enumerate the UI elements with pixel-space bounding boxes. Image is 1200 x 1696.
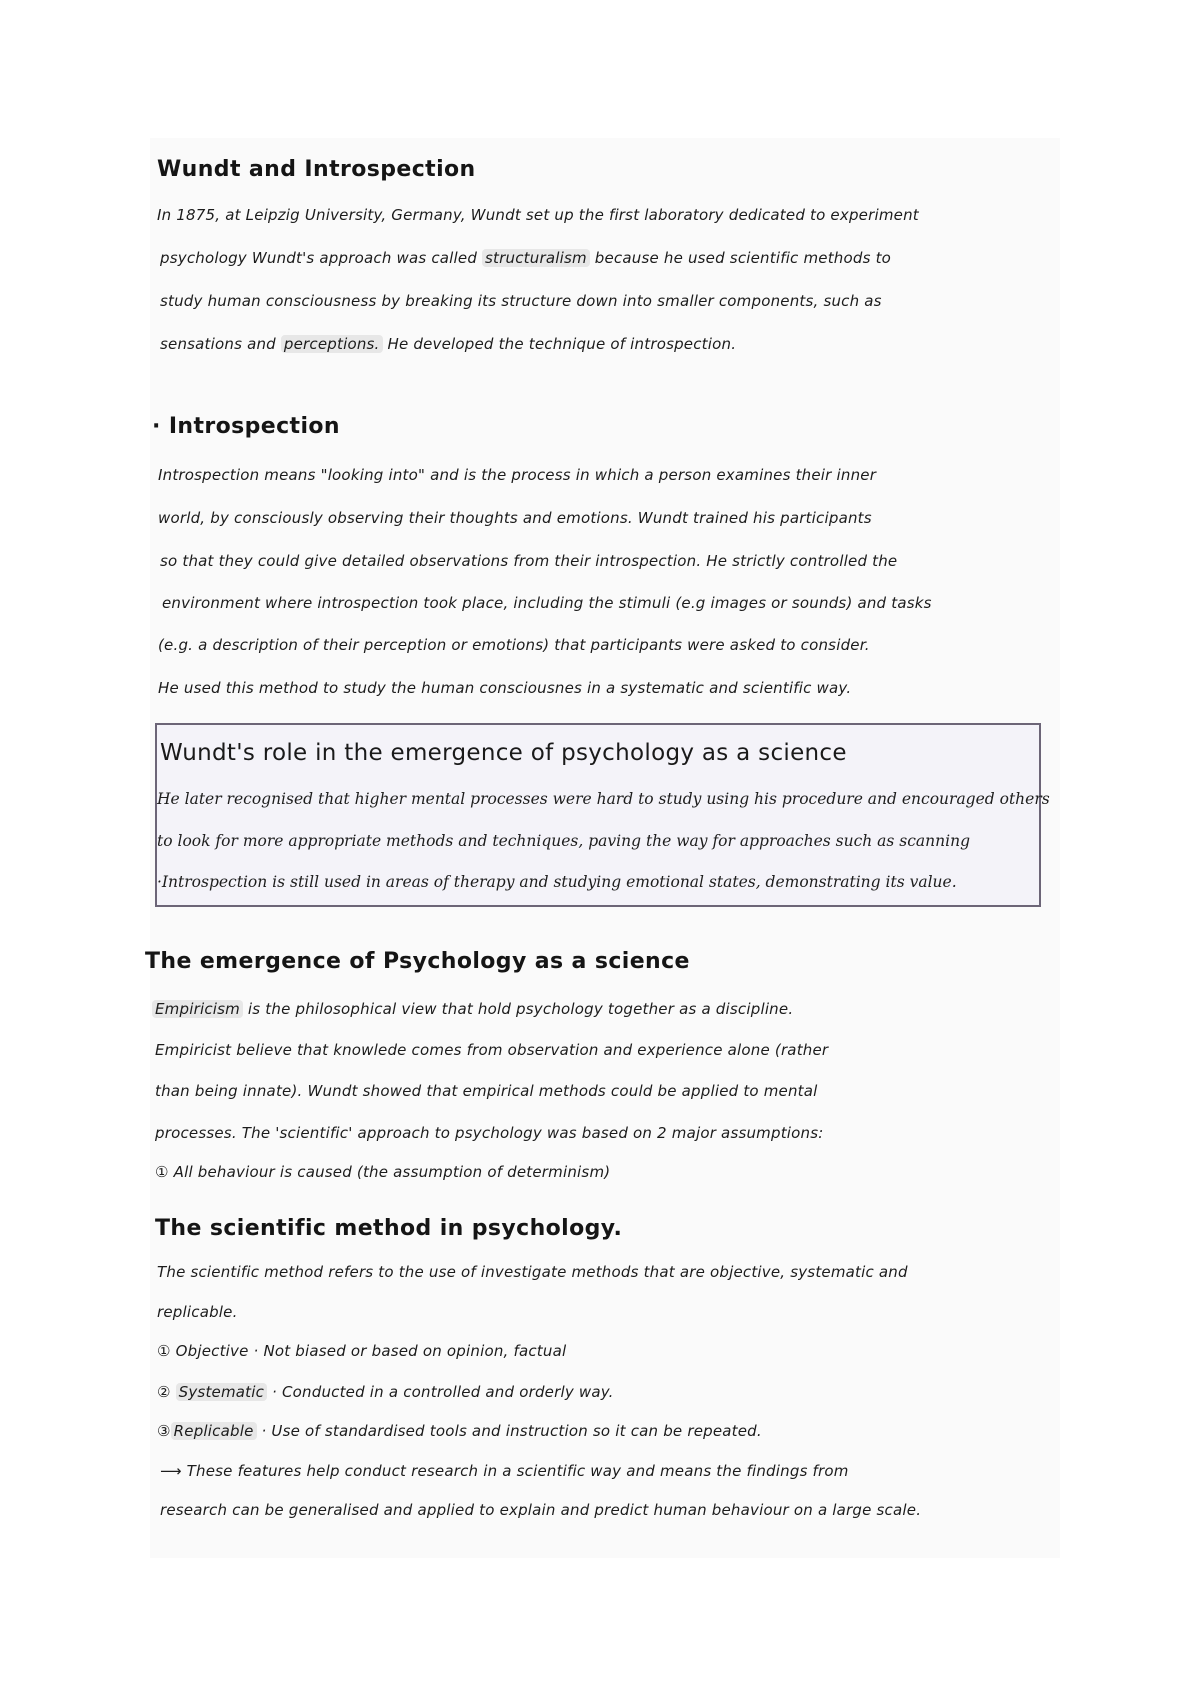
method-line-1: The scientific method refers to the use of investigate methods that are objective, systematic and (157, 1263, 908, 1281)
emergence-line-5: ① All behaviour is caused (the assumption of determinism) (155, 1163, 611, 1181)
role-box-line-3: ·Introspection is still used in areas of therapy and studying emotional states, demonstrating its value. (157, 873, 957, 891)
highlight-empiricism: Empiricism (152, 1000, 243, 1018)
emergence-line-4: processes. The 'scientific' approach to psychology was based on 2 major assumptions: (155, 1124, 824, 1142)
introspection-line-4: environment where introspection took place, including the stimuli (e.g images or sounds) and tasks (162, 594, 932, 612)
introspection-line-6: He used this method to study the human consciousnes in a systematic and scientific way. (158, 679, 852, 697)
method-line-3: ① Objective · Not biased or based on opinion, factual (157, 1342, 567, 1360)
highlight-structuralism: structuralism (482, 249, 590, 267)
section-title-emergence: The emergence of Psychology as a science (145, 949, 690, 974)
wundt-line-4: sensations and perceptions. He developed the technique of introspection. (160, 335, 737, 353)
highlight-replicable: Replicable (171, 1422, 257, 1440)
section-title-wundt: Wundt and Introspection (157, 157, 476, 182)
wundt-line-3: study human consciousness by breaking its structure down into smaller components, such as (160, 292, 882, 310)
emergence-line-3: than being innate). Wundt showed that empirical methods could be applied to mental (155, 1082, 818, 1100)
method-line-5: ③ Replicable · Use of standardised tools and instruction so it can be repeated. (157, 1422, 762, 1440)
role-box-line-2: to look for more appropriate methods and techniques, paving the way for approaches such as scanning (157, 832, 970, 850)
section-title-method: The scientific method in psychology. (155, 1216, 623, 1241)
method-line-7: research can be generalised and applied to explain and predict human behaviour on a large scale. (160, 1501, 922, 1519)
role-box-title: Wundt's role in the emergence of psychology as a science (160, 740, 847, 766)
wundt-line-1: In 1875, at Leipzig University, Germany, Wundt set up the first laboratory dedicated to experiment (157, 206, 919, 224)
method-line-2: replicable. (157, 1303, 238, 1321)
highlight-systematic: Systematic (176, 1383, 267, 1401)
emergence-line-2: Empiricist believe that knowlede comes from observation and experience alone (rather (155, 1041, 829, 1059)
highlight-perceptions: perceptions. (281, 335, 383, 353)
introspection-line-3: so that they could give detailed observations from their introspection. He strictly controlled the (160, 552, 898, 570)
introspection-line-5: (e.g. a description of their perception or emotions) that participants were asked to consider. (158, 636, 870, 654)
introspection-line-2: world, by consciously observing their thoughts and emotions. Wundt trained his participants (158, 509, 872, 527)
wundt-line-2: psychology Wundt's approach was called structuralism because he used scientific methods to (160, 249, 892, 267)
section-title-introspection: · Introspection (152, 414, 340, 439)
method-line-4: ② Systematic · Conducted in a controlled and orderly way. (157, 1383, 614, 1401)
emergence-line-1: Empiricism is the philosophical view that hold psychology together as a discipline. (152, 1000, 793, 1018)
introspection-line-1: Introspection means "looking into" and is the process in which a person examines their inner (158, 466, 877, 484)
method-line-6: ⟶ These features help conduct research in a scientific way and means the findings from (160, 1462, 849, 1480)
role-box-line-1: He later recognised that higher mental processes were hard to study using his procedure and encouraged others (157, 790, 1050, 808)
